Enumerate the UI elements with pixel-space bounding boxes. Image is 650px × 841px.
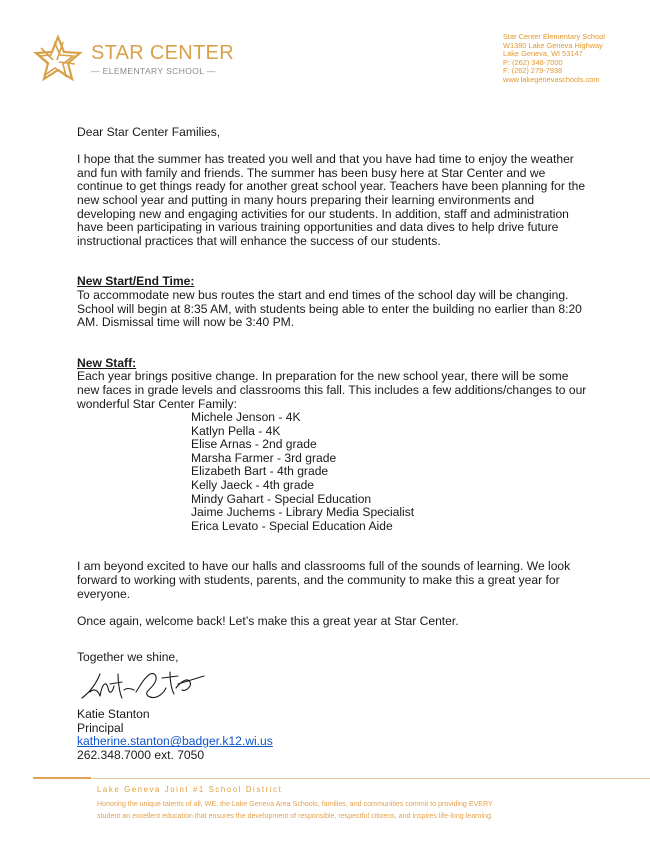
address-phone: P: (262) 348-7000 [503, 57, 563, 67]
intro-line: instructional practices that will enhance the success of our students. [77, 233, 441, 248]
school-logo [33, 34, 233, 86]
section-line: wonderful Star Center Family: [77, 396, 237, 411]
section-line: AM. Dismissal time will now be 3:40 PM. [77, 315, 295, 330]
staff-item: Katlyn Pella - 4K [191, 423, 281, 438]
section-line: To accommodate new bus routes the start and end times of the school day will be changing. [77, 287, 569, 302]
district-name: Lake Geneva Joint #1 School District [97, 785, 283, 794]
staff-item: Elizabeth Bart - 4th grade [191, 464, 329, 479]
signoff: Together we shine, [77, 650, 179, 664]
district-mission [97, 798, 597, 823]
logo-subtitle: — ELEMENTARY SCHOOL — [91, 66, 216, 76]
intro-line: continue to get things ready for another great school year. Teachers have been planning for the [77, 179, 586, 194]
mission-line: Honoring the unique talents of all, WE, the Lake Geneva Area Schools, families, and communities commit to providing EVERY [97, 800, 493, 808]
signature-block [77, 708, 273, 762]
staff-item: Marsha Farmer - 3rd grade [191, 450, 337, 465]
footer-accent-rule [33, 777, 91, 779]
address-line: Lake Geneva, WI 53147 [503, 49, 583, 59]
signer-phone: 262.348.7000 ext. 7050 [77, 747, 205, 762]
closing-line: everyone. [77, 586, 131, 601]
logo-name: STAR CENTER [91, 42, 234, 64]
intro-line: and fun with family and friends. The summer has been busy here at Star Center and we [77, 165, 546, 180]
greeting: Dear Star Center Families, [77, 125, 221, 139]
section-heading-new-staff: New Staff: [77, 355, 137, 370]
address-website: www.lakegenevaschools.com [503, 74, 600, 84]
address-line: Star Center Elementary School [503, 32, 605, 41]
section-line: new faces in grade levels and classrooms this fall. This includes a few additions/changes to our [77, 382, 587, 397]
section-line: Each year brings positive change. In preparation for the new school year, there will be some [77, 369, 569, 384]
signer-name: Katie Stanton [77, 707, 150, 721]
intro-line: have been participating in various training opportunities and data dives to help drive future [77, 220, 559, 235]
intro-line: I hope that the summer has treated you well and that you have had time to enjoy the weather [77, 152, 574, 167]
address-fax: F: (262) 279-7938 [503, 66, 563, 76]
address-line: W1380 Lake Geneva Highway [503, 40, 603, 50]
intro-line: new school year and putting in many hours preparing their learning environments and [77, 192, 535, 207]
section-heading-start-end-time: New Start/End Time: [77, 274, 195, 289]
signer-email-link[interactable]: katherine.stanton@badger.k12.wi.us [77, 734, 273, 749]
handwritten-signature [78, 666, 208, 706]
school-address [503, 33, 643, 85]
intro-line: developing new and engaging activities for our students. In addition, staff and administration [77, 206, 569, 221]
staff-item: Jaime Juchems - Library Media Specialist [191, 505, 415, 520]
staff-item: Elise Arnas - 2nd grade [191, 437, 317, 452]
staff-item: Mindy Gahart - Special Education [191, 491, 372, 506]
letter-body [77, 126, 597, 628]
star-icon [33, 34, 83, 84]
welcome-line: Once again, welcome back! Let’s make this a great year at Star Center. [77, 613, 459, 628]
section-line: School will begin at 8:35 AM, with students being able to enter the building no earlier than 8:20 [77, 301, 582, 316]
closing-line: I am beyond excited to have our halls and classrooms full of the sounds of learning. We look [77, 559, 571, 574]
signer-title: Principal [77, 720, 124, 735]
staff-list [77, 411, 597, 533]
mission-line: student an excellent education that ensures the development of responsible, respectful citizens, and inspires life-long learning. [97, 812, 493, 821]
staff-item: Kelly Jaeck - 4th grade [191, 478, 315, 493]
closing-line: forward to working with students, parents, and the community to make this a great year for [77, 573, 560, 588]
staff-item: Erica Levato - Special Education Aide [191, 518, 393, 533]
footer-rule [91, 778, 650, 779]
staff-item: Michele Jenson - 4K [191, 410, 301, 425]
